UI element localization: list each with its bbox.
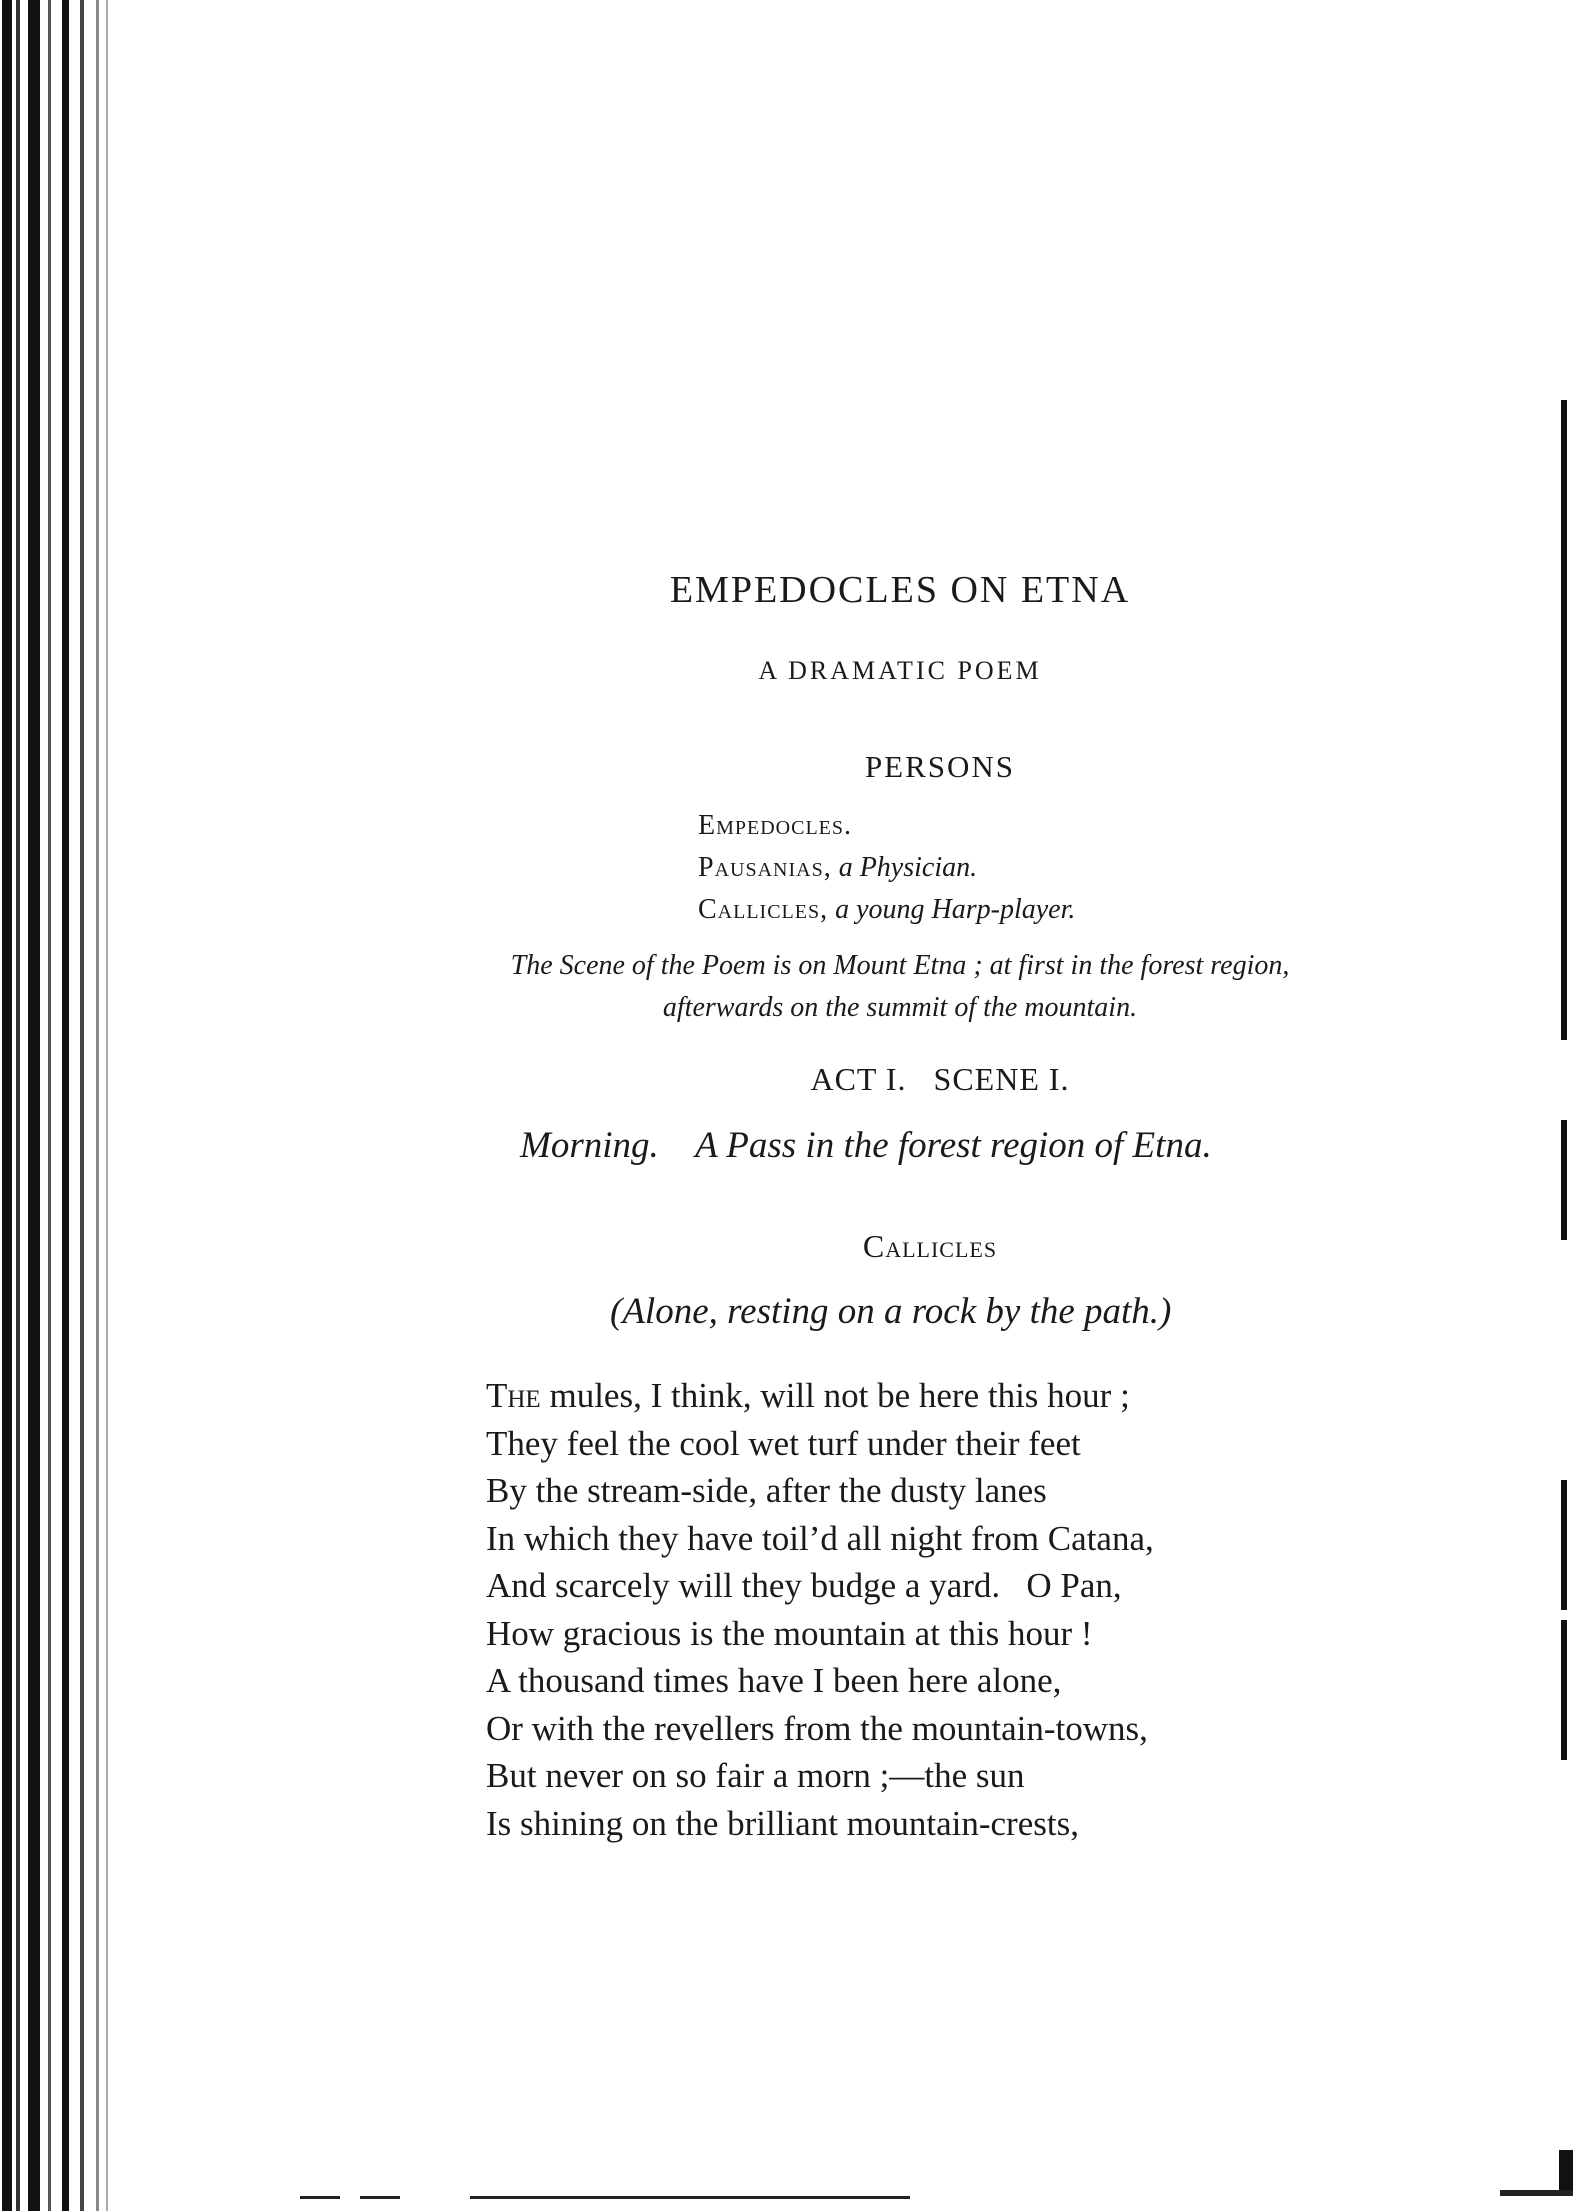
persons-heading: PERSONS — [864, 749, 1016, 784]
scene-setting: Morning. A Pass in the forest region of Etna. — [520, 1125, 1212, 1166]
act-scene-heading: ACT I. SCENE I. — [810, 1061, 1070, 1097]
person-entry — [698, 810, 852, 842]
bottom-rule — [470, 2196, 910, 2199]
bottom-rule-dash-2 — [360, 2196, 400, 2199]
scene-description-line: The Scene of the Poem is on Mount Etna ; at first in the forest region, — [510, 950, 1290, 981]
poem-line: Is shining on the brilliant mountain-crests, — [486, 1803, 1079, 1843]
person-role: a young Harp-player. — [835, 894, 1076, 925]
poem-line: And scarcely will they budge a yard. O Pan, — [486, 1566, 1122, 1605]
poem-line: In which they have toil’d all night from Catana, — [486, 1518, 1154, 1558]
poem-title: EMPEDOCLES ON ETNA — [669, 569, 1131, 611]
poem-line-text: mules, I think, will not be here this hour ; — [540, 1376, 1130, 1415]
poem-line: Or with the revellers from the mountain-towns, — [486, 1708, 1148, 1748]
poem-line: They feel the cool wet turf under their feet — [486, 1423, 1081, 1463]
poem-subtitle: A DRAMATIC POEM — [758, 656, 1042, 685]
bottom-rule-dash-1 — [300, 2196, 340, 2199]
person-name: Callicles, — [698, 894, 829, 925]
person-name: Pausanias, — [698, 852, 832, 883]
poem-line: How gracious is the mountain at this hour ! — [486, 1613, 1093, 1653]
poem-body — [486, 1372, 1154, 1847]
scene-description-line: afterwards on the summit of the mountain. — [662, 992, 1138, 1023]
bottom-rule-right — [1500, 2190, 1573, 2196]
binding-edge-right — [1553, 0, 1573, 2211]
person-role: a Physician. — [838, 852, 978, 883]
person-entry — [698, 894, 1075, 926]
stage-direction: (Alone, resting on a rock by the path.) — [610, 1291, 1172, 1332]
binding-edge-left — [0, 0, 120, 2211]
speaker-name: Callicles — [862, 1228, 998, 1264]
person-entry — [698, 852, 977, 884]
poem-line: A thousand times have I been here alone, — [486, 1661, 1062, 1700]
poem-line: But never on so fair a morn ;—the sun — [486, 1756, 1025, 1795]
poem-line: By the stream-side, after the dusty lanes — [486, 1471, 1047, 1510]
drop-word: The — [486, 1376, 541, 1415]
person-name: Empedocles. — [698, 810, 853, 841]
poem-line — [486, 1372, 1154, 1420]
